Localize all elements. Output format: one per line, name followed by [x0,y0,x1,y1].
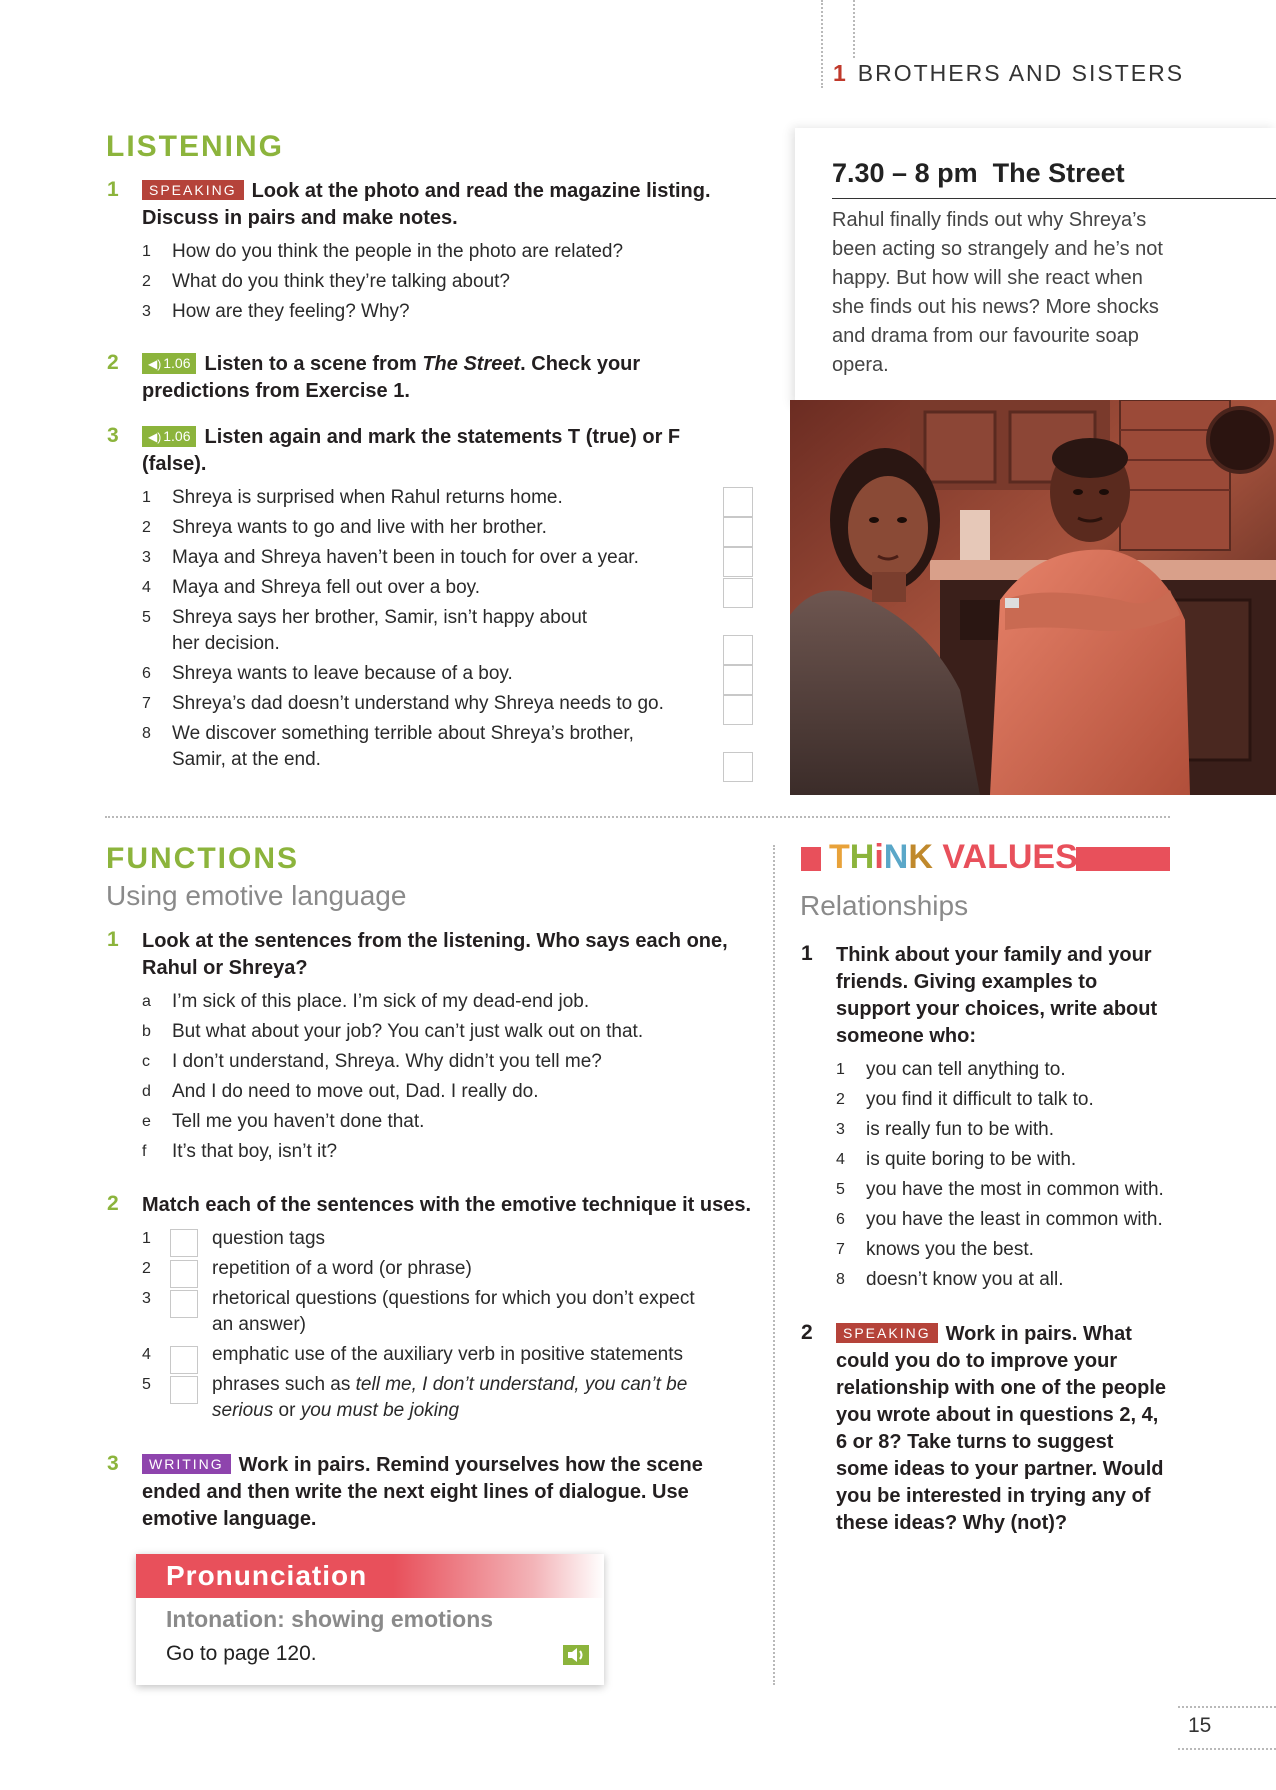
think-values-bar-right [1076,847,1170,871]
listening-heading: LISTENING [106,130,285,163]
functions-exercise-3 [107,1452,737,1533]
match-answer-box[interactable] [170,1229,198,1257]
match-answer-box[interactable] [170,1290,198,1318]
someone-list [836,1057,1176,1293]
footer-rule-top [1178,1706,1276,1708]
page-number: 15 [1188,1714,1212,1737]
writing-badge: WRITING [142,1454,231,1474]
values-word: VALUES [942,838,1078,876]
answer-box[interactable] [723,665,753,695]
page-reference: Go to page 120. [166,1642,317,1665]
think-values-exercise-2 [801,1321,1176,1537]
exercise-instruction: Work in pairs. Remind yourselves how the scene ended and then write the next eight lines of dialogue. Use emotive language. [142,1454,703,1530]
exercise-instruction: Work in pairs. What could you do to improve your relationship with one of the people you wrote about in questions 2, 4, 6 or 8? Take turns to suggest some ideas to your partner. Would you be interested in trying any of these ideas? Why (not)? [836,1323,1167,1534]
list-item: 1 How do you think the people in the photo are related? [142,241,624,262]
listing-rule [832,198,1276,199]
technique-list [142,1226,757,1424]
list-item: 1 question tags [142,1228,326,1249]
list-item: 4 emphatic use of the auxiliary verb in positive statements [142,1344,684,1365]
list-item: a I’m sick of this place. I’m sick of my dead-end job. [142,991,590,1012]
answer-box[interactable] [723,635,753,665]
section-divider [105,816,1170,818]
exercise-number: 3 [107,424,119,447]
answer-box[interactable] [723,517,753,547]
speaking-badge: SPEAKING [142,180,244,200]
functions-exercise-2 [107,1192,757,1428]
list-item: e Tell me you haven’t done that. [142,1111,425,1132]
match-answer-box[interactable] [170,1376,198,1404]
exercise-number: 2 [107,1192,119,1215]
match-answer-box[interactable] [170,1346,198,1374]
think-values-bar-left [801,847,821,871]
answer-box[interactable] [723,547,753,577]
functions-exercise-1 [107,928,757,1169]
unit-number: 1 [833,60,848,86]
functions-heading: FUNCTIONS [106,842,299,875]
show-title: The Street [422,353,521,375]
list-item: 5 phrases such as tell me, I don’t understand, you can’t be serious or you must be joking [142,1374,688,1421]
speaker-icon: ◀) [148,357,162,371]
list-item: 1 Shreya is surprised when Rahul returns home. [142,487,563,508]
list-item: 3 How are they feeling? Why? [142,301,410,322]
answer-box[interactable] [723,752,753,782]
list-item: 5 Shreya says her brother, Samir, isn’t happy about her decision. [142,607,588,654]
list-item: 7 Shreya’s dad doesn’t understand why Shreya needs to go. [142,693,664,714]
header-divider-2 [853,0,855,58]
list-item: 2 What do you think they’re talking about? [142,271,510,292]
question-list [142,239,747,325]
family-photo [790,400,1276,795]
list-item: 6 you have the least in common with. [836,1209,1163,1230]
list-item: c I don’t understand, Shreya. Why didn’t you tell me? [142,1051,602,1072]
exercise-instruction: Look at the sentences from the listening. Who says each one, Rahul or Shreya? [142,930,728,979]
list-item: 8 We discover something terrible about Shreya’s brother, Samir, at the end. [142,723,634,770]
list-item: 2 Shreya wants to go and live with her brother. [142,517,547,538]
exercise-instruction: Listen to a scene from [204,353,423,375]
think-values-subtitle: Relationships [800,890,969,921]
unit-title: BROTHERS AND SISTERS [857,60,1185,86]
list-item: 2 repetition of a word (or phrase) [142,1258,472,1279]
list-item: 3 rhetorical questions (questions for which you don’t expect an answer) [142,1288,695,1335]
audio-track-button[interactable]: ◀) 1.06 [142,353,196,374]
functions-subtitle: Using emotive language [106,880,407,911]
list-item: 2 you find it difficult to talk to. [836,1089,1094,1110]
list-item: 3 Maya and Shreya haven’t been in touch for over a year. [142,547,639,568]
exercise-number: 3 [107,1452,119,1475]
audio-track-button[interactable]: ◀) 1.06 [142,426,196,447]
match-answer-box[interactable] [170,1260,198,1288]
exercise-instruction: Match each of the sentences with the emotive technique it uses. [142,1194,752,1216]
list-item: 7 knows you the best. [836,1239,1034,1260]
exercise-number: 1 [107,928,119,951]
speaker-icon: ◀) [148,430,162,444]
tv-listing-card [795,128,1276,406]
list-item: b But what about your job? You can’t just walk out on that. [142,1021,644,1042]
answer-box[interactable] [723,578,753,608]
answer-box[interactable] [723,487,753,517]
list-item: 4 Maya and Shreya fell out over a boy. [142,577,481,598]
header-divider [821,0,823,88]
think-values-heading [829,838,1078,877]
exercise-number: 1 [801,942,813,965]
list-item: f It’s that boy, isn’t it? [142,1141,338,1162]
listening-exercise-1 [107,178,747,329]
listening-exercise-2: 2 ◀) 1.06 Listen to a scene from The Street. Check your predictions from Exercise 1. [107,351,641,402]
list-item: d And I do need to move out, Dad. I really do. [142,1081,539,1102]
sentence-list [142,989,757,1165]
list-item: 4 is quite boring to be with. [836,1149,1077,1170]
answer-box[interactable] [723,695,753,725]
statement-list [142,485,702,773]
unit-header [833,60,1184,87]
footer-rule-bottom [1178,1748,1276,1750]
exercise-instruction: Listen again and mark the statements T (true) or F (false). [142,426,681,475]
exercise-instruction: Think about your family and your friends. Giving examples to support your choices, write about someone who: [836,944,1158,1047]
exercise-instruction: Look at the photo and read the magazine listing. Discuss in pairs and make notes. [142,180,711,229]
list-item: 8 doesn’t know you at all. [836,1269,1064,1290]
listening-exercise-3 [107,424,727,777]
exercise-number: 2 [107,351,119,374]
list-item: 3 is really fun to be with. [836,1119,1054,1140]
pronunciation-subtitle: Intonation: showing emotions [166,1606,494,1632]
list-item: 5 you have the most in common with. [836,1179,1164,1200]
column-divider [773,845,775,1685]
think-values-exercise-1 [801,942,1176,1297]
listing-description: Rahul finally finds out why Shreya’s been acting so strangely and he’s not happy. But how will she react when she finds out his news? More shocks and drama from our favourite soap opera. [832,209,1163,376]
exercise-number: 2 [801,1321,813,1344]
speaker-icon[interactable] [563,1645,589,1665]
pronunciation-title: Pronunciation [166,1560,368,1591]
exercise-number: 1 [107,178,119,201]
list-item: 6 Shreya wants to leave because of a boy. [142,663,513,684]
speaking-badge: SPEAKING [836,1323,938,1343]
think-word: THiNK [829,838,933,876]
pronunciation-box[interactable] [136,1554,604,1685]
list-item: 1 you can tell anything to. [836,1059,1066,1080]
listing-title: 7.30 – 8 pm The Street [832,158,1125,188]
